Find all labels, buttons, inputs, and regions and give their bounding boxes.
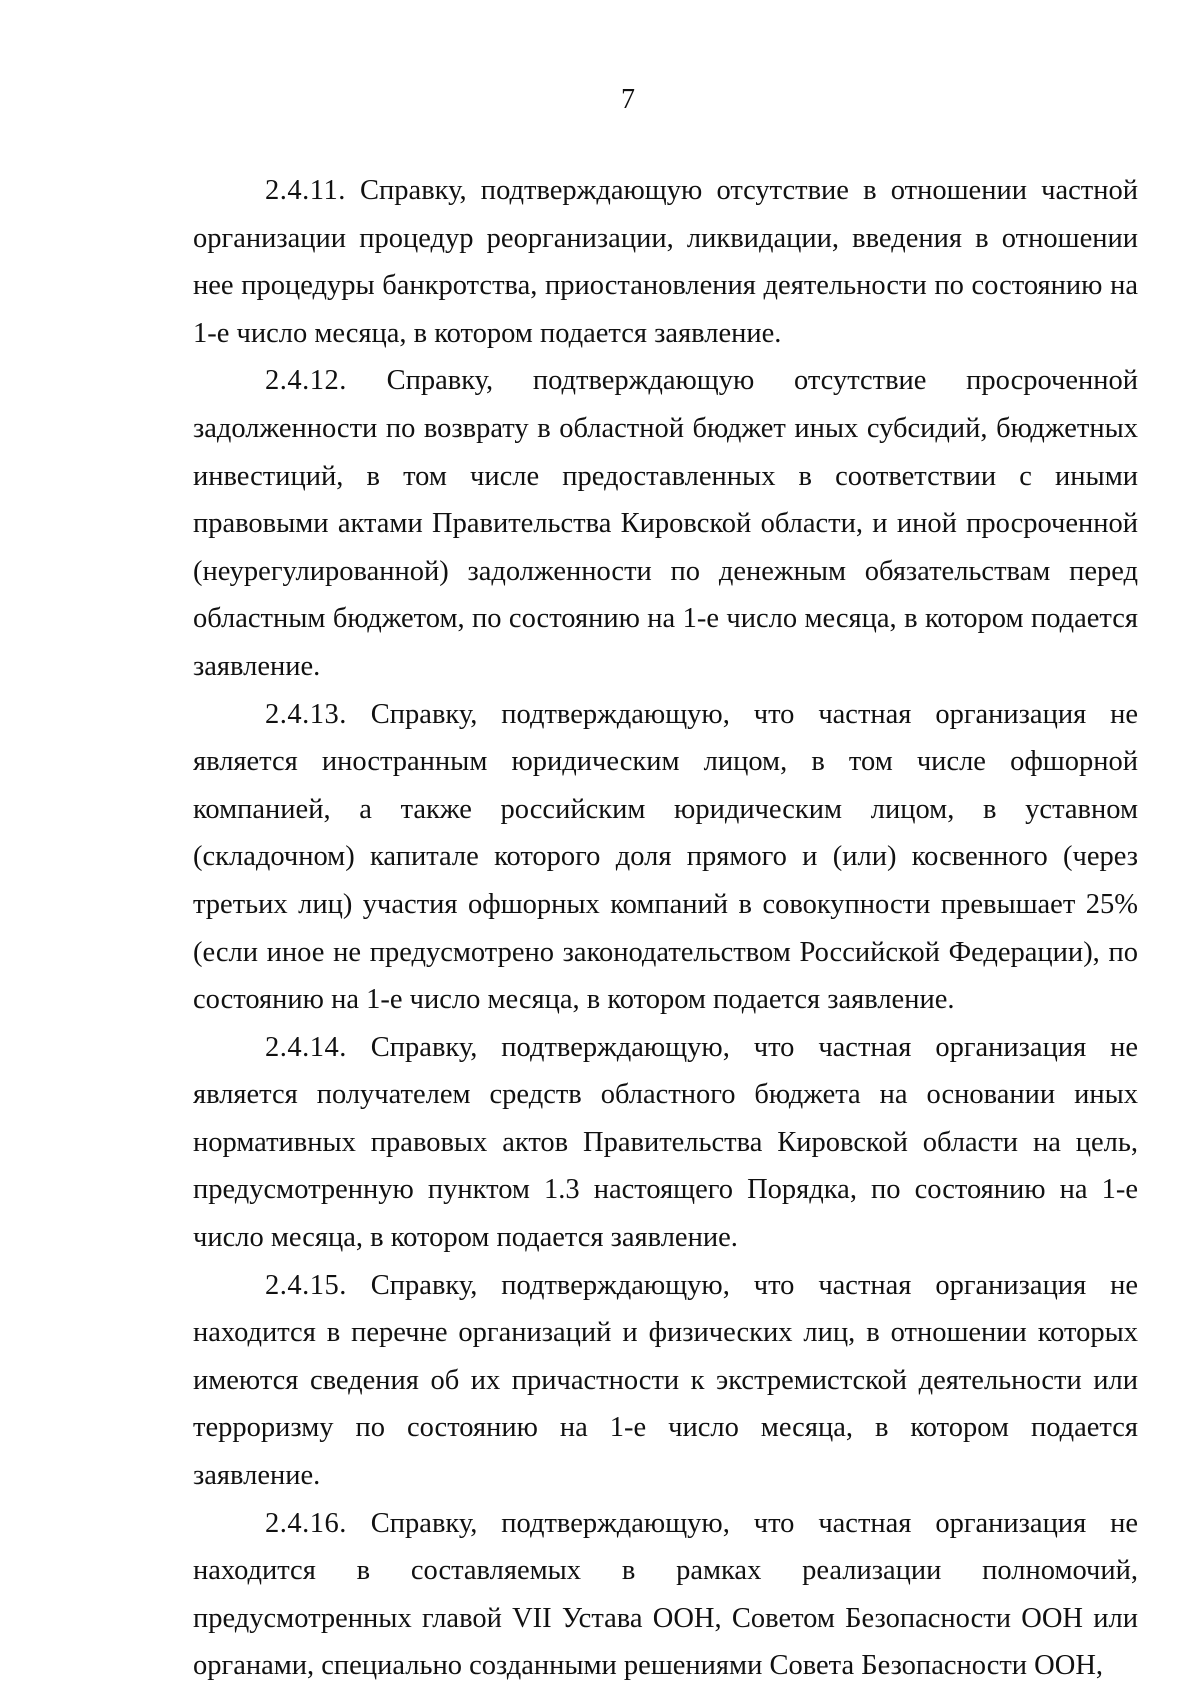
paragraph-number: 2.4.14. — [265, 1031, 347, 1063]
paragraph-2-4-11 — [193, 167, 1138, 357]
paragraph-number: 2.4.13. — [265, 698, 347, 730]
paragraph-text: Справку, подтверждающую, что частная организация не находится в составляемых в рамках реализации полномочий, предусмотренных главой VII Устава ООН, Советом Безопасности ООН или органами, специально созданными решениями Совета Безопасности ООН, — [193, 1507, 1138, 1682]
paragraph-text: Справку, подтверждающую, что частная организация не находится в перечне организаций и физических лиц, в отношении которых имеются сведения об их причастности к экстремистской деятельности или терроризму по состоянию на 1-е число месяца, в котором подается заявление. — [193, 1269, 1138, 1492]
paragraph-number: 2.4.11. — [265, 175, 346, 206]
document-body — [193, 167, 1138, 1690]
paragraph-2-4-16 — [193, 1500, 1138, 1690]
page-number: 7 — [621, 84, 635, 115]
paragraph-2-4-12 — [193, 357, 1138, 690]
paragraph-2-4-13 — [193, 691, 1138, 1024]
paragraph-2-4-15 — [193, 1262, 1138, 1500]
paragraph-text: Справку, подтверждающую отсутствие просроченной задолженности по возврату в областной бюджет иных субсидий, бюджетных инвестиций, в том числе предоставленных в соответствии с иными правовыми актами Правительства Кировской области, и иной просроченной (неурегулированной) задолженности по денежным обязательствам перед областным бюджетом, по состоянию на 1-е число месяца, в котором подается заявление. — [193, 365, 1139, 682]
paragraph-number: 2.4.12. — [265, 365, 347, 397]
paragraph-text: Справку, подтверждающую, что частная организация не является иностранным юридическим лицом, в том числе офшорной компанией, а также российским юридическим лицом, в уставном (складочном) капитале которого доля прямого и (или) косвенного (через третьих лиц) участия офшорных компаний в совокупности превышает 25% (если иное не предусмотрено законодательством Российской Федерации), по состоянию на 1-е число месяца, в котором подается заявление. — [193, 698, 1138, 1016]
paragraph-text: Справку, подтверждающую отсутствие в отношении частной организации процедур реорганизации, ликвидации, введения в отношении нее процедуры банкротства, приостановления деятельности по состоянию на 1-е число месяца, в котором подается заявление. — [193, 175, 1138, 349]
paragraph-2-4-14 — [193, 1024, 1138, 1262]
paragraph-number: 2.4.16. — [265, 1507, 347, 1539]
paragraph-text: Справку, подтверждающую, что частная организация не является получателем средств областного бюджета на основании иных нормативных правовых актов Правительства Кировской области на цель, предусмотренную пунктом 1.3 настоящего Порядка, по состоянию на 1-е число месяца, в котором подается заявление. — [193, 1031, 1138, 1254]
paragraph-number: 2.4.15. — [265, 1269, 347, 1301]
